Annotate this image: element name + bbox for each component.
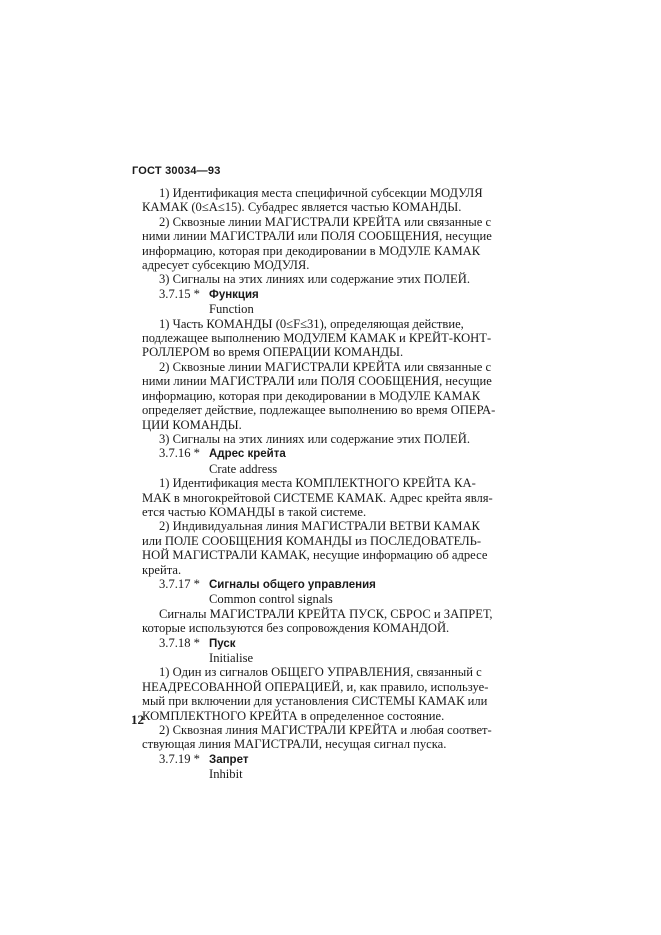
term-title-ru: Функция [209,288,259,301]
paragraph: Сигналы МАГИСТРАЛИ КРЕЙТА ПУСК, СБРОС и ЗАПРЕТ, которые используются без сопровождения КОМАНДОЙ. [142,606,493,636]
paragraph: 1) Часть КОМАНДЫ (0≤F≤31), определяющая действие, подлежащее выполнению МОДУЛЕМ КАМАК и КРЕЙТ-КОНТ- РОЛЛЕРОМ во время ОПЕРАЦИИ КОМАНДЫ. [142,316,492,360]
term-title-en: Inhibit [209,767,243,782]
paragraph: 2) Индивидуальная линия МАГИСТРАЛИ ВЕТВИ КАМАК или ПОЛЕ СООБЩЕНИЯ КОМАНДЫ из ПОСЛЕДОВАТЕЛЬ- НОЙ МАГИСТРАЛИ КАМАК, несущие информацию об адресе крейта. [142,519,488,577]
term-number: 3.7.16 * [159,446,200,461]
paragraph: 3) Сигналы на этих линиях или содержание этих ПОЛЕЙ. [159,272,470,287]
document-code: ГОСТ 30034—93 [132,165,221,177]
paragraph: 1) Идентификация места КОМПЛЕКТНОГО КРЕЙТА КА- МАК в многокрейтовой СИСТЕМЕ КАМАК. Адрес крейта явля- ется частью КОМАНДЫ в такой системе. [142,476,493,519]
paragraph: 2) Сквозные линии МАГИСТРАЛИ КРЕЙТА или связанные с ними линии МАГИСТРАЛИ или ПОЛЯ СООБЩЕНИЯ, несущие информацию, которая при декодировании в МОДУЛЕ КАМАК определяет действие, подлежащее выполнению во время ОПЕРА- ЦИИ КОМАНДЫ. [142,359,496,432]
term-title-ru: Адрес крейта [209,448,286,461]
term-heading [142,446,514,476]
paragraph: 1) Идентификация места специфичной субсекции МОДУЛЯ КАМАК (0≤А≤15). Субадрес является частью КОМАНДЫ. [142,186,483,215]
term-number: 3.7.15 * [159,286,200,301]
document-body [142,186,514,782]
term-title-en: Crate address [209,461,278,476]
term-heading [142,287,514,317]
term-title-ru: Запрет [209,753,249,766]
paragraph: 1) Один из сигналов ОБЩЕГО УПРАВЛЕНИЯ, связанный с НЕАДРЕСОВАННОЙ ОПЕРАЦИЕЙ, и, как правило, используе- мый при включении для установления СИСТЕМЫ КАМАК или КОМПЛЕКТНОГО КРЕЙТА в определенное состояние. [142,665,489,723]
term-heading [142,752,514,782]
term-number: 3.7.17 * [159,576,200,591]
term-number: 3.7.19 * [159,751,200,766]
paragraph: 2) Сквозные линии МАГИСТРАЛИ КРЕЙТА или связанные с ними линии МАГИСТРАЛИ или ПОЛЯ СООБЩЕНИЯ, несущие информацию, которая при декодировании в МОДУЛЕ КАМАК адресует субсекцию МОДУЛЯ. [142,214,492,273]
term-number: 3.7.18 * [159,635,200,650]
paragraph: 2) Сквозная линия МАГИСТРАЛИ КРЕЙТА и любая соответ- ствующая линия МАГИСТРАЛИ, несущая сигнал пуска. [142,723,492,752]
term-title-ru: Сигналы общего управления [209,578,376,591]
term-title-en: Initialise [209,651,254,665]
term-title-ru: Пуск [209,637,236,650]
term-heading [142,636,514,666]
term-heading [142,577,514,607]
term-title-en: Common control signals [209,592,333,607]
term-title-en: Function [209,302,254,317]
page-number: 12 [131,712,144,727]
paragraph: 3) Сигналы на этих линиях или содержание этих ПОЛЕЙ. [159,431,470,446]
